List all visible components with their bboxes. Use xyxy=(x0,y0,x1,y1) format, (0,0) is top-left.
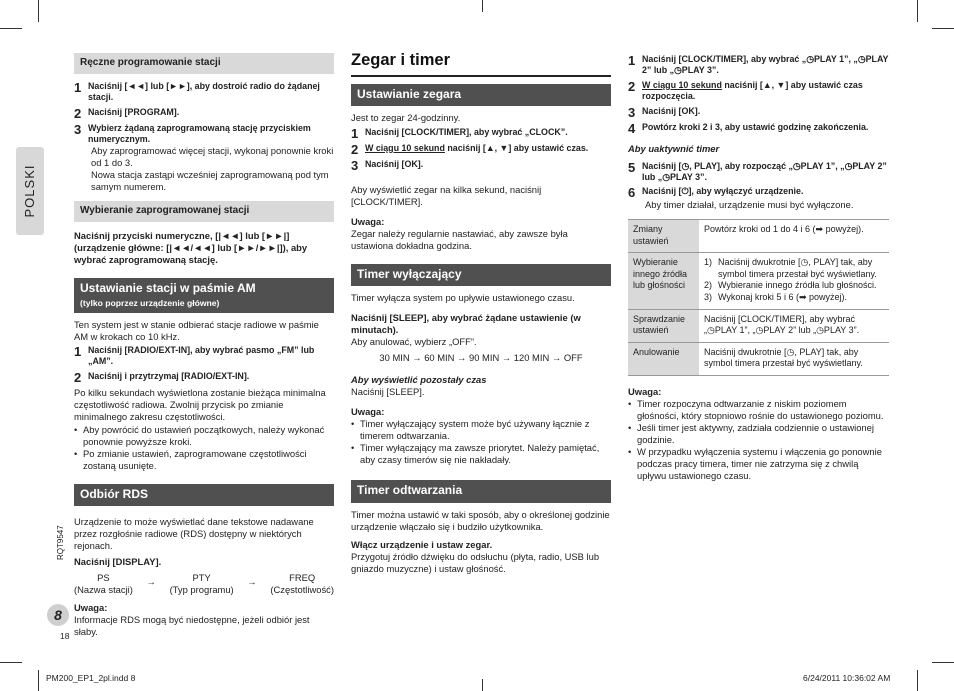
list-text: Naciśnij dwukrotnie [◷, PLAY] tak, aby symbol timera przestał być wyświetlany. xyxy=(718,257,877,279)
step-text: Naciśnij i przytrzymaj [RADIO/EXT-IN]. xyxy=(88,370,250,381)
step-number: 2 xyxy=(74,369,82,385)
note-heading: Uwaga: xyxy=(351,406,385,418)
step-text: Naciśnij [◄◄] lub [►►], aby dostroić radio do żądanej stacji. xyxy=(88,80,320,103)
am-para: Po kilku sekundach wyświetlona zostanie bieżąca minimalna częstotliwość radiowa. Zwolnij przycisk po zmianie minimalnego zakresu częstotliwości. xyxy=(74,386,326,422)
rds-item-desc: (Nazwa stacji) xyxy=(74,584,133,596)
step-number: 1 xyxy=(74,343,82,359)
list-number: 3) xyxy=(704,291,713,302)
bullet-item: • Timer rozpoczyna odtwarzanie z niskim poziomem głośności, który stopniowo rośnie do ustawionego poziomu. xyxy=(628,398,889,422)
language-label: POLSKI xyxy=(22,164,37,218)
play-timer-heading: Timer odtwarzania xyxy=(351,480,611,502)
rds-item-label: PTY xyxy=(192,572,211,584)
rds-item xyxy=(170,572,234,596)
step-text: Naciśnij [RADIO/EXT-IN], aby wybrać pasmo „FM” lub „AM”. xyxy=(88,344,315,367)
rds-item xyxy=(74,572,133,596)
manual-note: Aby zaprogramować więcej stacji, wykonaj ponownie kroki od 1 do 3. xyxy=(91,145,334,169)
crop-mark xyxy=(0,662,22,663)
step xyxy=(351,159,611,172)
crop-mark xyxy=(932,662,954,663)
rds-display: Naciśnij [DISPLAY]. xyxy=(74,556,162,568)
sleep-flow: 30 MIN → 60 MIN → 90 MIN → 120 MIN → OFF xyxy=(379,352,583,364)
bullet-item: • Timer wyłączający ma zawsze priorytet. Należy pamiętać, aby czasy timerów się nie nakładały. xyxy=(351,442,611,466)
bullet-item: • W przypadku wyłączenia systemu i włączenia go ponownie podczas pracy timera, timer nie zatrzyma się z chwilą upływu ustawionego czasu. xyxy=(628,446,889,482)
table-label: Wybieranie innego źródła lub głośności xyxy=(628,253,699,309)
middle-column xyxy=(351,50,611,581)
manual-tuning-heading: Ręczne programowanie stacji xyxy=(74,53,334,74)
list-text: Wybieranie innego źródła lub głośności. xyxy=(718,280,877,291)
crop-mark xyxy=(0,28,22,29)
am-heading xyxy=(74,278,334,312)
step-number: 2 xyxy=(351,141,359,157)
table-label: Sprawdzanie ustawień xyxy=(628,309,699,342)
arrow-icon: → xyxy=(247,576,257,588)
step xyxy=(74,371,334,384)
step-number: 1 xyxy=(74,79,82,95)
rds-item-desc: (Częstotliwość) xyxy=(270,584,334,596)
list-text: Wykonaj kroki 5 i 6 (➡ powyżej). xyxy=(718,291,847,302)
bullet-item: • Timer wyłączający system może być używany łącznie z timerem odtwarzania. xyxy=(351,418,611,442)
list-item xyxy=(704,280,884,292)
bullet-item: • Jeśli timer jest aktywny, zadziała codziennie o ustawionej godzinie. xyxy=(628,422,889,446)
select-preset-heading: Wybieranie zaprogramowanej stacji xyxy=(74,201,334,222)
step xyxy=(351,143,611,156)
underline-text: W ciągu 10 sekund xyxy=(365,142,445,153)
step-text xyxy=(365,143,611,156)
step-text: Naciśnij [⏻], aby wyłączyć urządzenie. xyxy=(642,186,804,197)
step-number: 2 xyxy=(74,105,82,121)
crop-mark xyxy=(482,679,483,691)
page-title: Zegar i timer xyxy=(351,50,611,77)
list-number: 1) xyxy=(704,257,713,268)
step xyxy=(628,106,889,119)
step-text: Wybierz żądaną zaprogramowaną stację przyciskiem numerycznym. xyxy=(88,122,311,144)
manual-steps xyxy=(74,81,334,146)
sleep-intro: Timer wyłącza system po upływie ustawionego czasu. xyxy=(351,292,575,304)
step-text: Naciśnij [◷, PLAY], aby rozpocząć „◷PLAY 1”, „◷PLAY 2” lub „◷PLAY 3”. xyxy=(642,160,887,182)
step-text: Naciśnij [CLOCK/TIMER], aby wybrać „◷PLAY 1”, „◷PLAY 2” lub „◷PLAY 3”. xyxy=(642,54,889,76)
underline-text: W ciągu 10 sekund xyxy=(642,79,722,90)
language-tab xyxy=(16,147,44,235)
sleep-instruction: Naciśnij [SLEEP], aby wybrać żądane ustawienie (w minutach). xyxy=(351,312,581,336)
bullet-item: • Po zmianie ustawień, zaprogramowane częstotliwości zostaną usunięte. xyxy=(74,448,334,472)
crop-mark xyxy=(38,670,39,691)
table-cell xyxy=(699,253,889,309)
clock-para: Aby wyświetlić zegar na kilka sekund, naciśnij [CLOCK/TIMER]. xyxy=(351,183,542,207)
sleep-cancel: Aby anulować, wybierz „OFF”. xyxy=(351,336,477,348)
list-item xyxy=(704,257,884,280)
rds-note: Informacje RDS mogą być niedostępne, jeżeli odbiór jest słaby. xyxy=(74,614,310,638)
step xyxy=(628,161,889,184)
step xyxy=(628,122,889,135)
table-cell: Naciśnij dwukrotnie [◷, PLAY] tak, aby symbol timera przestał być wyświetlany. xyxy=(699,342,889,375)
step-text xyxy=(642,80,889,103)
clock-note: Zegar należy regularnie nastawiać, aby zawsze była ustawiona dokładna godzina. xyxy=(351,227,568,251)
table-row xyxy=(628,253,889,309)
crop-mark xyxy=(482,0,483,12)
sleep-heading: Timer wyłączający xyxy=(351,264,611,286)
crop-mark xyxy=(917,0,918,22)
step xyxy=(74,123,334,146)
step xyxy=(628,54,889,77)
play-intro: Timer można ustawić w taki sposób, aby o określonej godzinie urządzenie włączało się i budziło użytkownika. xyxy=(351,508,610,532)
page-number-small: 18 xyxy=(60,631,70,641)
bullet-item: • Aby powrócić do ustawień początkowych, należy wykonać ponownie powyższe kroki. xyxy=(74,424,334,448)
note-heading: Uwaga: xyxy=(351,215,385,227)
note-heading: Uwaga: xyxy=(74,602,108,614)
sleep-notes xyxy=(351,418,611,466)
table-row xyxy=(628,342,889,375)
right-column xyxy=(628,54,889,488)
step-number: 3 xyxy=(351,157,359,173)
step-text: Naciśnij [OK]. xyxy=(642,105,701,116)
clock-heading: Ustawianie zegara xyxy=(351,84,611,106)
step-text: Naciśnij [CLOCK/TIMER], aby wybrać „CLOCK”. xyxy=(365,126,568,137)
step xyxy=(351,127,611,140)
manual-note: Nowa stacja zastąpi wcześniej zaprogramowaną pod tym samym numerem. xyxy=(91,169,329,193)
step-text: Powtórz kroki 2 i 3, aby ustawić godzinę zakończenia. xyxy=(642,121,869,132)
activate-heading: Aby uaktywnić timer xyxy=(628,142,720,154)
am-intro: Ten system jest w stanie odbierać stacje radiowe w paśmie AM w krokach co 10 kHz. xyxy=(74,318,319,342)
table-row xyxy=(628,220,889,253)
rds-item-label: FREQ xyxy=(289,572,316,584)
am-heading-sub: (tylko poprzez urządzenie główne) xyxy=(80,297,220,308)
file-name: PM200_EP1_2pl.indd 8 xyxy=(46,673,136,683)
step-text: Naciśnij [OK]. xyxy=(365,158,424,169)
step-number: 5 xyxy=(628,159,636,175)
timer-notes xyxy=(628,398,889,482)
am-heading-title: Ustawianie stacji w paśmie AM xyxy=(80,281,256,296)
manual-notes xyxy=(74,145,334,193)
select-preset-text: Naciśnij przyciski numeryczne, [|◄◄] lub [►►|] (urządzenie główne: [|◄◄/◄◄] lub [►►/►►|]), aby wybrać zaprogramowaną stację. xyxy=(74,230,308,266)
crop-mark xyxy=(932,28,954,29)
step-number: 6 xyxy=(628,185,636,201)
note-heading: Uwaga: xyxy=(628,385,662,397)
rds-item-label: PS xyxy=(97,572,110,584)
am-bullets xyxy=(74,424,334,472)
rds-heading: Odbiór RDS xyxy=(74,484,334,506)
list-item xyxy=(704,292,884,304)
rds-intro: Urządzenie to może wyświetlać dane tekstowe nadawane przez rozgłośnie radiowe (RDS) dostępny w niektórych rejonach. xyxy=(74,516,314,552)
table-cell: Powtórz kroki od 1 do 4 i 6 (➡ powyżej). xyxy=(699,220,889,253)
table-row xyxy=(628,309,889,342)
left-column xyxy=(74,53,334,644)
model-code: RQT9547 xyxy=(56,525,65,560)
table-cell: Naciśnij [CLOCK/TIMER], aby wybrać „◷PLAY 1”, „◷PLAY 2” lub „◷PLAY 3”. xyxy=(699,309,889,342)
step-number: 3 xyxy=(74,121,82,137)
step-number: 4 xyxy=(628,120,636,136)
clock-intro: Jest to zegar 24-godzinny. xyxy=(351,112,461,124)
step xyxy=(74,345,334,368)
step-text: Naciśnij [PROGRAM]. xyxy=(88,106,180,117)
rds-item xyxy=(270,572,334,596)
list-number: 2) xyxy=(704,280,713,291)
table-list xyxy=(704,257,884,303)
remaining-heading: Aby wyświetlić pozostały czas xyxy=(351,374,487,386)
step xyxy=(628,80,889,103)
rds-cycle xyxy=(74,572,334,596)
play-text: Przygotuj źródło dźwięku do odsłuchu (płyta, radio, USB lub gniazdo muzyczne) i ustaw głośność. xyxy=(351,550,600,574)
play-instruction: Włącz urządzenie i ustaw zegar. xyxy=(351,538,493,550)
timer-options-table xyxy=(628,219,889,375)
remaining-text: Naciśnij [SLEEP]. xyxy=(351,386,425,398)
crop-mark xyxy=(917,670,918,691)
step-number: 1 xyxy=(628,53,636,68)
step-number: 3 xyxy=(628,104,636,120)
rds-item-desc: (Typ programu) xyxy=(169,584,234,596)
print-date: 6/24/2011 10:36:02 AM xyxy=(803,673,891,683)
step xyxy=(74,107,334,120)
step-rest: naciśnij [▲, ▼] aby ustawić czas. xyxy=(444,142,589,153)
page-number: 8 xyxy=(47,604,69,626)
step-number: 1 xyxy=(351,125,359,141)
crop-mark xyxy=(38,0,39,22)
step-number: 2 xyxy=(628,78,636,94)
table-label: Anulowanie xyxy=(628,342,699,375)
step6-note: Aby timer działał, urządzenie musi być wyłączone. xyxy=(645,199,854,211)
step xyxy=(628,186,889,199)
step-rest: naciśnij [▲, ▼] aby ustawić czas rozpoczęcia. xyxy=(642,79,863,102)
arrow-icon: → xyxy=(146,576,156,588)
table-label: Zmiany ustawień xyxy=(628,220,699,253)
step xyxy=(74,81,334,104)
